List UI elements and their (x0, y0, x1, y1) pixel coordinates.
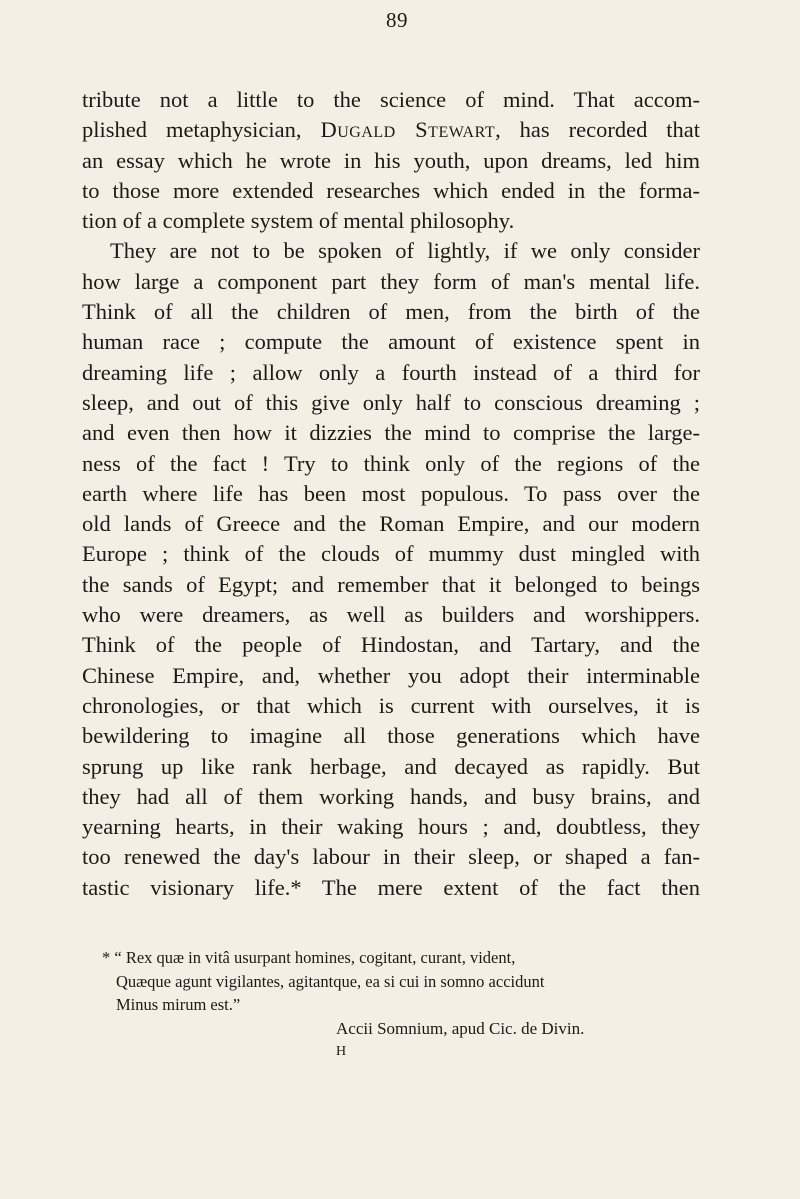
text-line: the sands of Egypt; and remember that it belonged to beings (82, 571, 700, 597)
person-name: Dugald Stewart (320, 117, 496, 143)
body-text (82, 85, 700, 903)
footnote (82, 946, 700, 1064)
text-line: bewildering to imagine all those generations which have (82, 723, 700, 749)
text-line: an essay which he wrote in his youth, upon dreams, led him (82, 147, 700, 173)
text-line: yearning hearts, in their waking hours ; and, doubtless, they (82, 814, 700, 840)
text-line: Europe ; think of the clouds of mummy dust mingled with (82, 541, 700, 567)
signature-mark: H (336, 1044, 348, 1059)
text-line: sleep, and out of this give only half to conscious dreaming ; (82, 389, 700, 415)
page-number: 89 (386, 8, 408, 32)
text-line: tribute not a little to the science of mind. That accom- (82, 87, 700, 112)
text-line: they had all of them working hands, and busy brains, and (82, 783, 700, 809)
footnote-line: * “ Rex quæ in vitâ usurpant homines, cogitant, curant, vident, (102, 948, 516, 967)
text-fragment: , has recorded that (495, 117, 701, 143)
text-line: tion of a complete system of mental philosophy. (82, 208, 515, 234)
text-line: who were dreamers, as well as builders and worshippers. (82, 602, 700, 628)
paragraph-start-line: They are not to be spoken of lightly, if we only consider (110, 238, 700, 264)
text-line: earth where life has been most populous. To pass over the (82, 480, 700, 506)
text-line: old lands of Greece and the Roman Empire, and our modern (82, 511, 700, 537)
text-line: too renewed the day's labour in their sleep, or shaped a fan- (82, 844, 700, 870)
text-line: to those more extended researches which ended in the forma- (82, 177, 700, 203)
text-line: Chinese Empire, and, whether you adopt their interminable (82, 662, 700, 688)
text-line: Think of all the children of men, from the birth of the (82, 299, 700, 325)
text-line: human race ; compute the amount of existence spent in (82, 329, 700, 355)
text-line: ness of the fact ! Try to think only of the regions of the (82, 450, 700, 476)
text-line: tastic visionary life.* The mere extent of the fact then (82, 874, 700, 900)
text-line: sprung up like rank herbage, and decayed as rapidly. But (82, 753, 700, 779)
text-line: and even then how it dizzies the mind to comprise the large- (82, 420, 700, 446)
text-line: chronologies, or that which is current with ourselves, it is (82, 692, 700, 718)
text-line: dreaming life ; allow only a fourth instead of a third for (82, 359, 700, 385)
text-line: Think of the people of Hindostan, and Tartary, and the (82, 632, 700, 658)
footnote-source: Accii Somnium, apud Cic. de Divin. (336, 1018, 585, 1038)
footnote-line: Quæque agunt vigilantes, agitantque, ea si cui in somno accidunt (116, 971, 545, 991)
text-line (82, 115, 700, 145)
text-fragment: plished metaphysician, (82, 117, 302, 143)
text-line: how large a component part they form of man's mental life. (82, 268, 700, 294)
footnote-line: Minus mirum est.” (116, 995, 241, 1014)
